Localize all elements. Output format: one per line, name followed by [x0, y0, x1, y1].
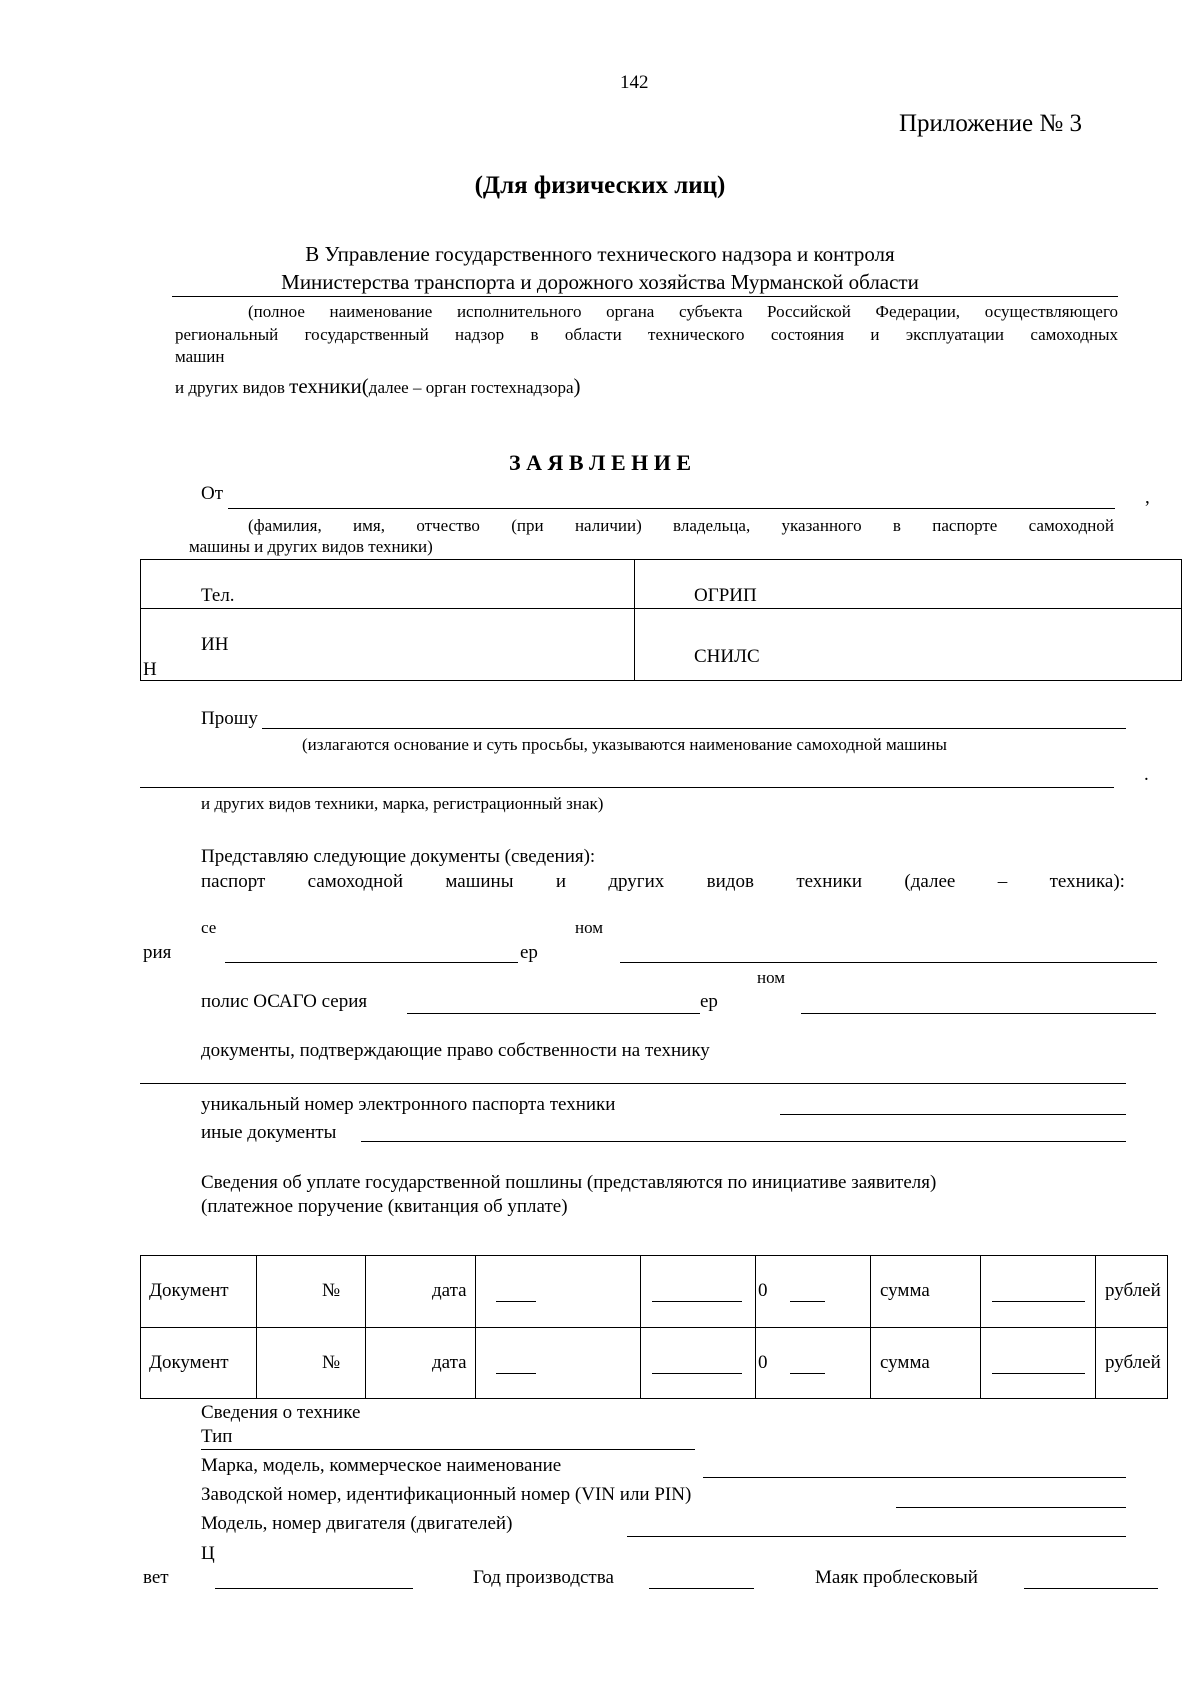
vehicle-serial-line: [896, 1507, 1126, 1508]
fee-date-blank-3: [790, 1373, 825, 1374]
fee-date-label: дата: [432, 1280, 467, 1301]
vehicle-type-line: [201, 1449, 695, 1450]
osago-number-a: ном: [757, 968, 786, 987]
vehicle-engine-line: [627, 1536, 1126, 1537]
passport-word: видов: [706, 871, 754, 892]
addressee-note-4a: и других видов: [175, 378, 285, 397]
fee-doc-label: Документ: [149, 1280, 229, 1301]
fee-zero: 0: [758, 1352, 768, 1373]
inn-label-a: ИН: [201, 634, 229, 655]
inn-label-b: Н: [143, 659, 157, 680]
passport-word: –: [997, 871, 1008, 892]
snils-label: СНИЛС: [694, 646, 760, 667]
number-label-a: ном: [575, 918, 604, 937]
applicant-note-1: (фамилия, имя, отчество (при наличии) владельца, указанного в паспорте самоходной: [248, 516, 1114, 535]
passport-word: техники: [796, 871, 863, 892]
osago-number-line: [801, 1013, 1156, 1014]
series-label-a: се: [201, 918, 217, 937]
fee-col-4: [640, 1255, 641, 1399]
number-label-b: ер: [520, 942, 538, 963]
addressee-note-2: региональный государственный надзор в области технического состояния и эксплуатации самоходных: [175, 325, 1118, 344]
series-line: [225, 962, 518, 963]
addressee-underline: [172, 296, 1118, 297]
vehicle-type-label: Тип: [201, 1426, 233, 1447]
other-docs-line: [361, 1141, 1126, 1142]
contacts-row-divider: [140, 608, 1182, 609]
addressee-line-2: Министерства транспорта и дорожного хозяйства Мурманской области: [281, 270, 919, 294]
vehicle-year-line: [649, 1588, 754, 1589]
fee-sum-blank: [992, 1301, 1085, 1302]
vehicle-color-label-a: Ц: [201, 1543, 215, 1564]
passport-word: самоходной: [307, 871, 404, 892]
fee-col-8: [1095, 1255, 1096, 1399]
ogrip-label: ОГРИП: [694, 585, 757, 606]
passport-word: (далее: [904, 871, 956, 892]
fee-col-6: [870, 1255, 871, 1399]
addressee-note-4d: далее – орган гостехнадзора: [368, 378, 574, 397]
addressee-note-4c: (: [361, 374, 369, 398]
addressee-note-3: машин: [175, 347, 225, 366]
passport-line: [201, 871, 1125, 893]
number-line: [620, 962, 1157, 963]
passport-word: и: [555, 871, 567, 892]
contacts-table: [140, 559, 1182, 681]
fee-row-divider: [140, 1327, 1168, 1328]
vehicle-beacon-label: Маяк проблесковый: [815, 1567, 978, 1588]
fee-col-2: [365, 1255, 366, 1399]
statement-title: З А Я В Л Е Н И Е: [508, 450, 692, 475]
fee-number-label: №: [322, 1280, 341, 1301]
tel-label: Тел.: [201, 585, 235, 606]
osago-number-b: ер: [700, 991, 718, 1012]
fee-col-5: [755, 1255, 756, 1399]
fee-col-7: [980, 1255, 981, 1399]
documents-intro: Представляю следующие документы (сведения):: [201, 846, 596, 867]
from-line: [228, 508, 1115, 509]
epassport-line: [780, 1114, 1126, 1115]
fee-date-blank-1: [496, 1373, 536, 1374]
ownership-label: документы, подтверждающие право собственности на технику: [201, 1040, 710, 1061]
fee-zero: 0: [758, 1280, 768, 1301]
vehicle-brand-label: Марка, модель, коммерческое наименование: [201, 1455, 562, 1476]
addressee-note-4: [175, 374, 581, 399]
addressee-note-4e: ): [573, 374, 581, 398]
from-label: От: [201, 483, 224, 504]
fee-sum-label: сумма: [880, 1352, 930, 1373]
fee-sum-label: сумма: [880, 1280, 930, 1301]
fee-date-blank-2: [652, 1301, 742, 1302]
fee-date-label: дата: [432, 1352, 467, 1373]
fee-col-1: [256, 1255, 257, 1399]
request-note-1: (излагаются основание и суть просьбы, указываются наименование самоходной машины: [302, 735, 947, 754]
fee-date-blank-3: [790, 1301, 825, 1302]
osago-series-line: [407, 1013, 700, 1014]
vehicle-year-label: Год производства: [473, 1567, 614, 1588]
addressee-note-1: (полное наименование исполнительного органа субъекта Российской Федерации, осуществляющего: [248, 302, 1118, 321]
vehicle-beacon-line: [1024, 1588, 1158, 1589]
page-number: 142: [620, 72, 649, 93]
request-note-2: и других видов техники, марка, регистрационный знак): [201, 794, 604, 813]
fee-date-blank-1: [496, 1301, 536, 1302]
fee-line-2: (платежное поручение (квитанция об уплате): [201, 1196, 568, 1217]
fee-number-label: №: [322, 1352, 341, 1373]
passport-word: техника):: [1049, 871, 1125, 892]
other-docs-label: иные документы: [201, 1122, 337, 1143]
osago-label: полис ОСАГО серия: [201, 991, 368, 1012]
passport-word: других: [608, 871, 665, 892]
fee-doc-label: Документ: [149, 1352, 229, 1373]
applicant-note-2: машины и других видов техники): [189, 537, 433, 556]
request-label: Прошу: [201, 708, 258, 729]
addressee-note-4b: техники: [289, 374, 362, 398]
fee-col-3: [475, 1255, 476, 1399]
vehicle-engine-label: Модель, номер двигателя (двигателей): [201, 1513, 513, 1534]
request-line-2: [140, 787, 1114, 788]
vehicle-brand-line: [703, 1477, 1126, 1478]
vehicle-color-line: [215, 1588, 413, 1589]
fee-sum-blank: [992, 1373, 1085, 1374]
vehicle-color-label-b: вет: [143, 1567, 169, 1588]
request-line: [262, 728, 1126, 729]
fee-currency: рублей: [1105, 1352, 1161, 1373]
from-comma: ,: [1145, 487, 1150, 508]
fee-line-1: Сведения об уплате государственной пошлины (представляются по инициативе заявителя): [201, 1172, 937, 1193]
form-subtitle: (Для физических лиц): [474, 172, 726, 199]
vehicle-heading: Сведения о технике: [201, 1402, 361, 1423]
appendix-title: Приложение № 3: [898, 110, 1082, 137]
vehicle-serial-label: Заводской номер, идентификационный номер (VIN или PIN): [201, 1484, 692, 1505]
passport-word: паспорт: [201, 871, 266, 892]
ownership-line: [140, 1083, 1126, 1084]
fee-date-blank-2: [652, 1373, 742, 1374]
request-period: .: [1144, 764, 1149, 785]
epassport-label: уникальный номер электронного паспорта техники: [201, 1094, 616, 1115]
contacts-col-divider: [634, 559, 635, 681]
fee-currency: рублей: [1105, 1280, 1161, 1301]
addressee-line-1: В Управление государственного технического надзора и контроля: [305, 242, 895, 266]
series-label-b: рия: [143, 942, 172, 963]
passport-word: машины: [445, 871, 514, 892]
